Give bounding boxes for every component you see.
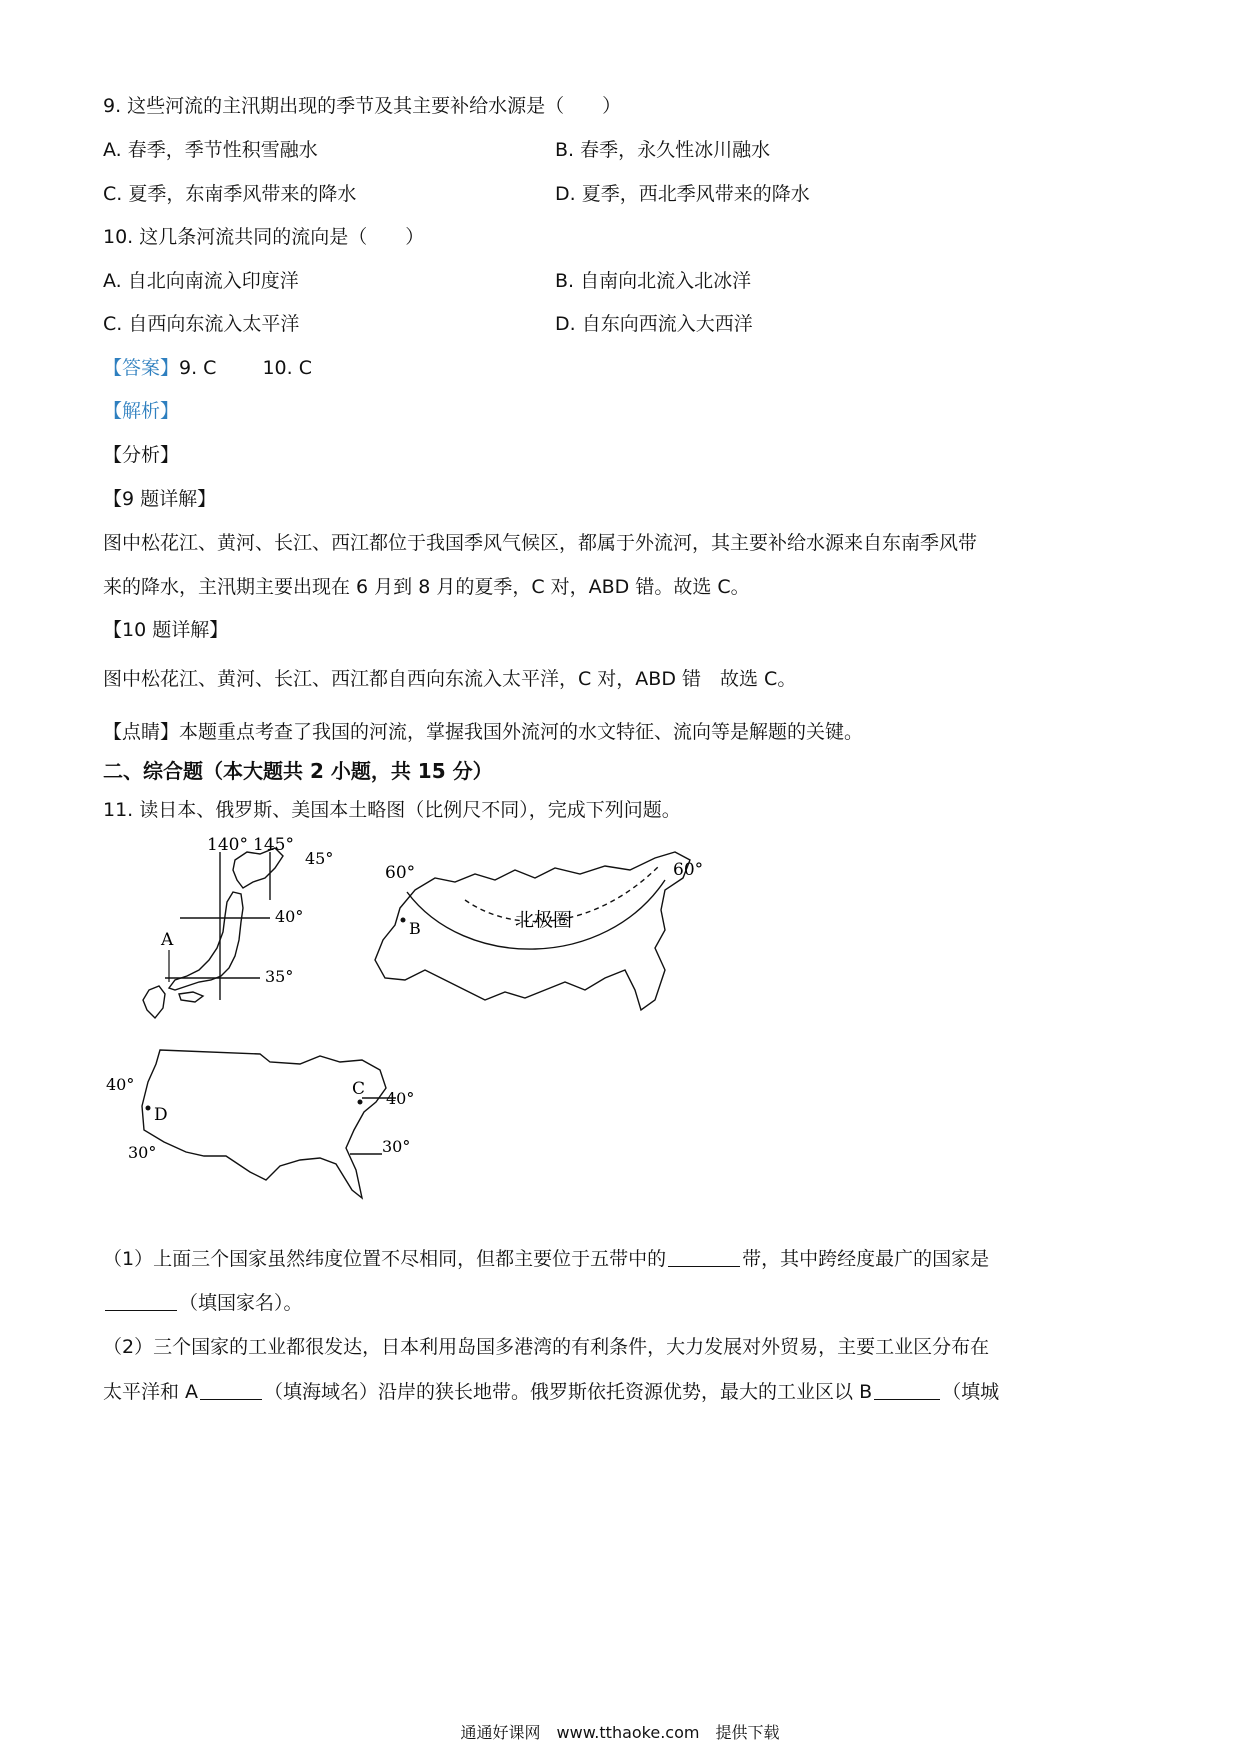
japan-lon140-label: 140°	[207, 835, 248, 855]
russia-left60-label: 60°	[385, 863, 416, 883]
answer-blank-zone[interactable]	[668, 1248, 740, 1267]
usa-lat30w-label: 30°	[128, 1143, 157, 1162]
russia-right60-label: 60°	[673, 860, 704, 880]
japan-lon145-label: 145°	[253, 835, 294, 855]
q9-option-a: A. 春季，季节性积雪融水	[103, 139, 318, 161]
q11-stem: 11. 读日本、俄罗斯、美国本土略图（比例尺不同），完成下列问题。	[103, 799, 681, 821]
japan-lat35-label: 35°	[265, 967, 294, 986]
q11-p2-text-a2: （填海域名）沿岸的狭长地带。俄罗斯依托资源优势，最大的工业区以 B	[264, 1381, 873, 1403]
q10-option-a: A. 自北向南流入印度洋	[103, 270, 299, 292]
page-footer: 通通好课网 www.tthaoke.com 提供下载	[460, 1723, 780, 1742]
answer-line	[103, 355, 312, 381]
answer-9: 9. C	[179, 357, 217, 379]
q11-p2-line2	[103, 1379, 999, 1405]
q9-option-d: D. 夏季，西北季风带来的降水	[555, 183, 810, 205]
q11-p1-line1	[103, 1246, 989, 1272]
q10-option-b: B. 自南向北流入北冰洋	[555, 270, 752, 292]
answer-blank-b[interactable]	[874, 1381, 940, 1400]
q11-p1-text2: 带，其中跨经度最广的国家是	[742, 1248, 990, 1270]
dianjing-line: 【点睛】本题重点考查了我国的河流，掌握我国外流河的水文特征、流向等是解题的关键。	[103, 721, 864, 743]
q11-p1-text3: （填国家名）。	[179, 1292, 303, 1314]
q9-option-c: C. 夏季，东南季风带来的降水	[103, 183, 357, 205]
q11-p1-line2	[103, 1290, 303, 1316]
q10-option-d: D. 自东向西流入大西洋	[555, 313, 753, 335]
q11-p2-line1: （2）三个国家的工业都很发达，日本利用岛国多港湾的有利条件，大力发展对外贸易，主要工业区分布在	[103, 1336, 990, 1358]
answer-tag: 【答案】	[103, 357, 180, 379]
japan-lat40-label: 40°	[275, 907, 304, 926]
usa-lat40w-label: 40°	[106, 1075, 135, 1094]
usa-lat30e-label: 30°	[382, 1137, 411, 1156]
q11-p2-text-a3: （填城	[942, 1381, 1000, 1403]
q9-detail-head: 【9 题详解】	[103, 488, 217, 510]
usa-point-d-label: D	[154, 1105, 168, 1125]
q9-detail-line2: 来的降水，主汛期主要出现在 6 月到 8 月的夏季，C 对，ABD 错。故选 C。	[103, 576, 750, 598]
q10-detail-head: 【10 题详解】	[103, 619, 229, 641]
usa-point-c-label: C	[352, 1079, 366, 1099]
q9-option-b: B. 春季，永久性冰川融水	[555, 139, 771, 161]
japan-point-a-label: A	[161, 930, 174, 950]
answer-blank-country[interactable]	[105, 1292, 177, 1311]
fenxi-tag: 【分析】	[103, 444, 180, 466]
q10-stem: 10. 这几条河流共同的流向是（ ）	[103, 226, 425, 248]
japan-map	[125, 830, 345, 1025]
q9-stem: 9. 这些河流的主汛期出现的季节及其主要补给水源是（ ）	[103, 95, 622, 117]
analysis-tag: 【解析】	[103, 400, 180, 422]
usa-lat40e-label: 40°	[386, 1089, 415, 1108]
russia-map	[365, 830, 735, 1030]
q10-option-c: C. 自西向东流入太平洋	[103, 313, 300, 335]
russia-arctic-circle-label: 北极圈	[515, 909, 573, 931]
answer-blank-sea[interactable]	[200, 1381, 262, 1400]
russia-point-b-label: B	[409, 919, 421, 938]
q9-detail-line1: 图中松花江、黄河、长江、西江都位于我国季风气候区，都属于外流河，其主要补给水源来自东南季风带	[103, 532, 978, 554]
japan-lat45-label: 45°	[305, 849, 334, 868]
q10-detail-line1: 图中松花江、黄河、长江、西江都自西向东流入太平洋，C 对，ABD 错 故选 C。	[103, 668, 797, 690]
answer-10: 10. C	[262, 357, 312, 379]
q11-p2-text-a1: 太平洋和 A	[103, 1381, 199, 1403]
section2-title: 二、综合题（本大题共 2 小题，共 15 分）	[103, 759, 493, 783]
q11-p1-text1: （1）上面三个国家虽然纬度位置不尽相同，但都主要位于五带中的	[103, 1248, 667, 1270]
usa-map	[100, 1040, 440, 1225]
